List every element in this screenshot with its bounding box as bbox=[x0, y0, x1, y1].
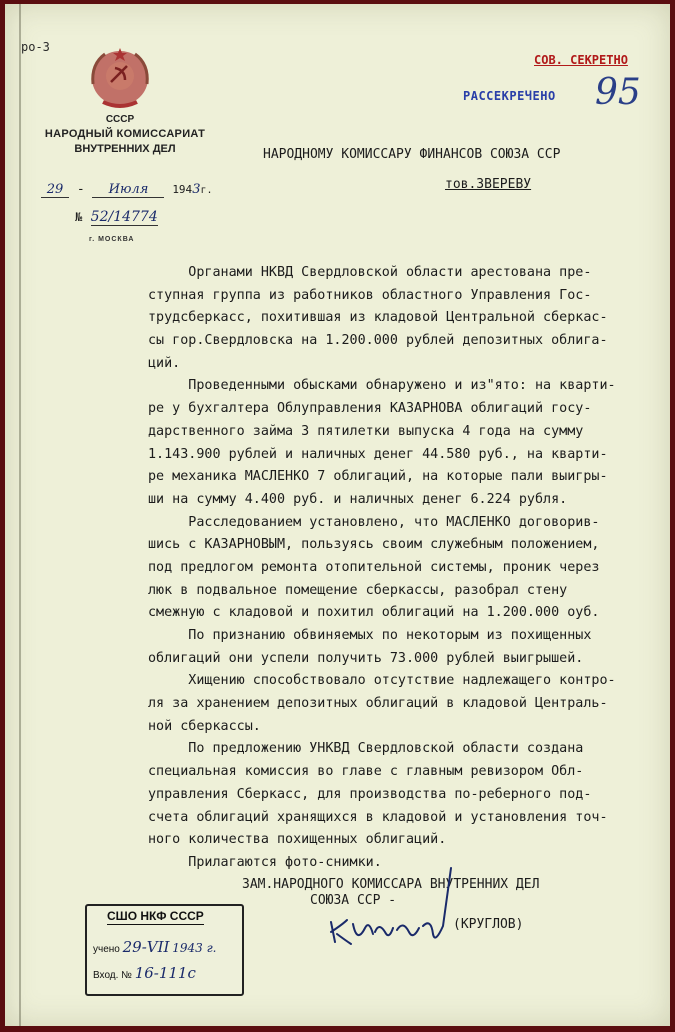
body-line: Расследованием установлено, что МАСЛЕНКО договорив- bbox=[148, 514, 600, 530]
body-line: ре у бухгалтера Облуправления КАЗАРНОВА облигаций госу- bbox=[148, 401, 592, 417]
page-number: 95 bbox=[595, 72, 641, 113]
body-line: ного количества похищенных облигаций. bbox=[148, 832, 447, 848]
body-line: ций. bbox=[148, 355, 181, 371]
body-line: трудсберкасс, похитившая из кладовой Центральной сберкас- bbox=[148, 310, 608, 326]
handwritten-signature bbox=[323, 862, 473, 972]
stamp-received-date: 29-VII bbox=[122, 938, 170, 956]
body-line: дарственного займа 3 пятилетки выпуска 4 года на сумму bbox=[148, 423, 584, 439]
ussr-emblem-icon bbox=[85, 44, 155, 112]
body-line: специальная комиссия во главе с главным ревизором Обл- bbox=[148, 764, 584, 780]
body-line: ля за хранением депозитных облигаций в кладовой Централь- bbox=[148, 696, 608, 712]
body-line: под предлогом ремонта отопительной системы, проник через bbox=[148, 559, 600, 575]
date-year-unit: г. bbox=[200, 185, 213, 196]
stamp-received-label: учено bbox=[93, 944, 120, 955]
body-line: ре механика МАСЛЕНКО 7 облигаций, на которые пали выигры- bbox=[148, 469, 608, 485]
registration-stamp bbox=[85, 904, 244, 996]
margin-line bbox=[19, 4, 21, 1026]
body-line: Хищению способствовало отсутствие надлежащего контро- bbox=[148, 673, 616, 689]
body-line: ной сберкассы. bbox=[148, 718, 261, 734]
letter-body bbox=[148, 262, 658, 875]
body-line: Органами НКВД Свердловской области арестована пре- bbox=[148, 265, 592, 280]
body-line: смежную с кладовой и похитил облигаций на 1.200.000 оуб. bbox=[148, 605, 600, 621]
secret-mark: СОВ. СЕКРЕТНО bbox=[534, 53, 628, 67]
stamp-incoming-label: Вход. № bbox=[93, 970, 132, 981]
city-label: г. МОСКВА bbox=[89, 236, 135, 243]
body-line: По признанию обвиняемых по некоторым из похищенных bbox=[148, 628, 592, 643]
body-line: облигаций они успели получить 73.000 рублей выигрышей. bbox=[148, 650, 584, 666]
body-line: люк в подвальное помещение сберкассы, разобрал стену bbox=[148, 582, 568, 598]
number-sign: № bbox=[75, 210, 83, 224]
emblem-caption: СССР bbox=[105, 114, 135, 125]
document-date: 29 - Июля 1943г. bbox=[41, 182, 213, 198]
addressee-line1: НАРОДНОМУ КОМИССАРУ ФИНАНСОВ СОЮЗА ССР bbox=[263, 147, 561, 162]
stamp-received-year: 1943 г. bbox=[172, 941, 217, 955]
body-line: Прилагаются фото-снимки. bbox=[148, 854, 382, 870]
body-line: ступная группа из работников областного Управления Гос- bbox=[148, 287, 592, 303]
date-day: 29 bbox=[41, 182, 69, 198]
corner-code: ро-3 bbox=[21, 40, 50, 54]
stamp-title: СШО НКФ СССР bbox=[107, 909, 204, 923]
stamp-received-row bbox=[93, 938, 217, 956]
body-line: шись с КАЗАРНОВЫМ, пользуясь своим служебным положением, bbox=[148, 537, 600, 553]
addressee-line2: тов.ЗВЕРЕВУ bbox=[445, 177, 532, 192]
document-page bbox=[5, 4, 670, 1026]
body-line: ши на сумму 4.400 руб. и наличных денег 6.224 рубля. bbox=[148, 491, 568, 507]
stamp-incoming-row bbox=[93, 964, 196, 982]
body-line: 1.143.900 рублей и наличных денег 44.580 руб., на кварти- bbox=[148, 446, 608, 462]
document-number bbox=[75, 209, 158, 226]
signatory-name: (КРУГЛОВ) bbox=[453, 917, 524, 932]
body-line: Проведенными обысками обнаружено и из"ято: на кварти- bbox=[148, 378, 616, 394]
body-line: По предложению УНКВД Свердловской области создана bbox=[148, 741, 584, 757]
org-name-line2: ВНУТРЕННИХ ДЕЛ bbox=[74, 143, 176, 155]
body-line: сы гор.Свердловска на 1.200.000 рублей депозитных облига- bbox=[148, 333, 608, 349]
date-year-suffix: 3 bbox=[192, 182, 201, 197]
signatory-title-line2: СОЮЗА ССР - bbox=[310, 893, 397, 908]
number-value: 52/14774 bbox=[90, 209, 158, 225]
date-year-prefix: 194 bbox=[172, 183, 193, 196]
signatory-title-line1: ЗАМ.НАРОДНОГО КОМИССАРА ВНУТРЕННИХ ДЕЛ bbox=[242, 877, 540, 892]
body-line: счета облигаций хранящихся в кладовой и установления точ- bbox=[148, 809, 608, 825]
declassified-stamp: РАССЕКРЕЧЕНО bbox=[463, 89, 556, 103]
stamp-incoming-number: 16-111с bbox=[134, 964, 196, 982]
date-month: Июля bbox=[92, 182, 164, 198]
body-line: управления Сберкасс, для производства по-реберного под- bbox=[148, 786, 592, 802]
org-name-line1: НАРОДНЫЙ КОМИССАРИАТ bbox=[44, 128, 206, 140]
